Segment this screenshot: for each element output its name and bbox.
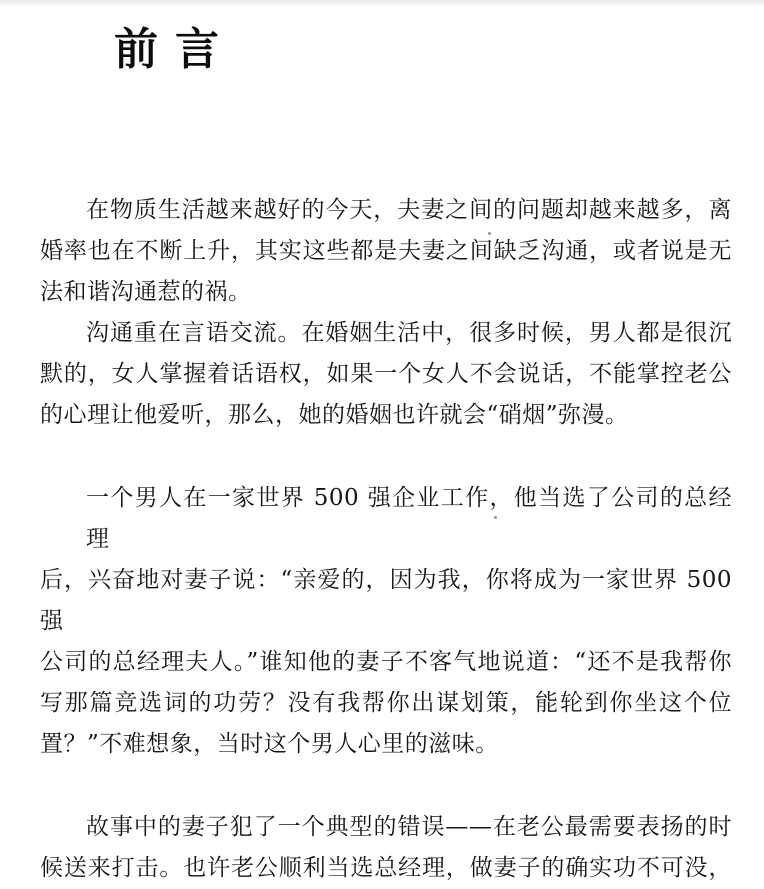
paragraph-2 — [40, 313, 732, 436]
text-line: 默的，女人掌握着话语权，如果一个女人不会说话，不能掌控老公 — [40, 361, 732, 387]
paragraph-4 — [40, 807, 732, 889]
text-line: 故事中的妻子犯了一个典型的错误——在老公最需要表扬的时 — [86, 814, 732, 840]
text-line: 写那篇竞选词的功劳？没有我帮你出谋划策，能轮到你坐这个位 — [40, 690, 732, 716]
text-line: 婚率也在不断上升，其实这些都是夫妻之间缺乏沟通，或者说是无 — [40, 238, 732, 264]
text-line: 置？”不难想象，当时这个男人心里的滋味。 — [40, 731, 499, 757]
text-line: 法和谐沟通惹的祸。 — [40, 279, 252, 305]
text-line: 后，兴奋地对妻子说：“亲爱的，因为我，你将成为一家世界 500 强 — [40, 567, 732, 634]
text-line: 在物质生活越来越好的今天，夫妻之间的问题却越来越多，离 — [86, 197, 732, 223]
body-text — [40, 190, 732, 889]
text-line: 候送来打击。也许老公顺利当选总经理，做妻子的确实功不可没， — [40, 855, 732, 881]
paragraph-3 — [40, 478, 732, 765]
paragraph-1 — [40, 190, 732, 313]
text-line: 公司的总经理夫人。”谁知他的妻子不客气地说道：“还不是我帮你 — [40, 649, 732, 675]
text-line: 的心理让他爱听，那么，她的婚姻也许就会“硝烟”弥漫。 — [40, 402, 629, 428]
page-title: 前言 — [114, 24, 236, 75]
text-line: 一个男人在一家世界 500 强企业工作，他当选了公司的总经理 — [86, 485, 732, 552]
text-line: 沟通重在言语交流。在婚姻生活中，很多时候，男人都是很沉 — [86, 320, 732, 346]
page-content — [40, 26, 732, 889]
scan-edge-shading — [0, 0, 764, 7]
